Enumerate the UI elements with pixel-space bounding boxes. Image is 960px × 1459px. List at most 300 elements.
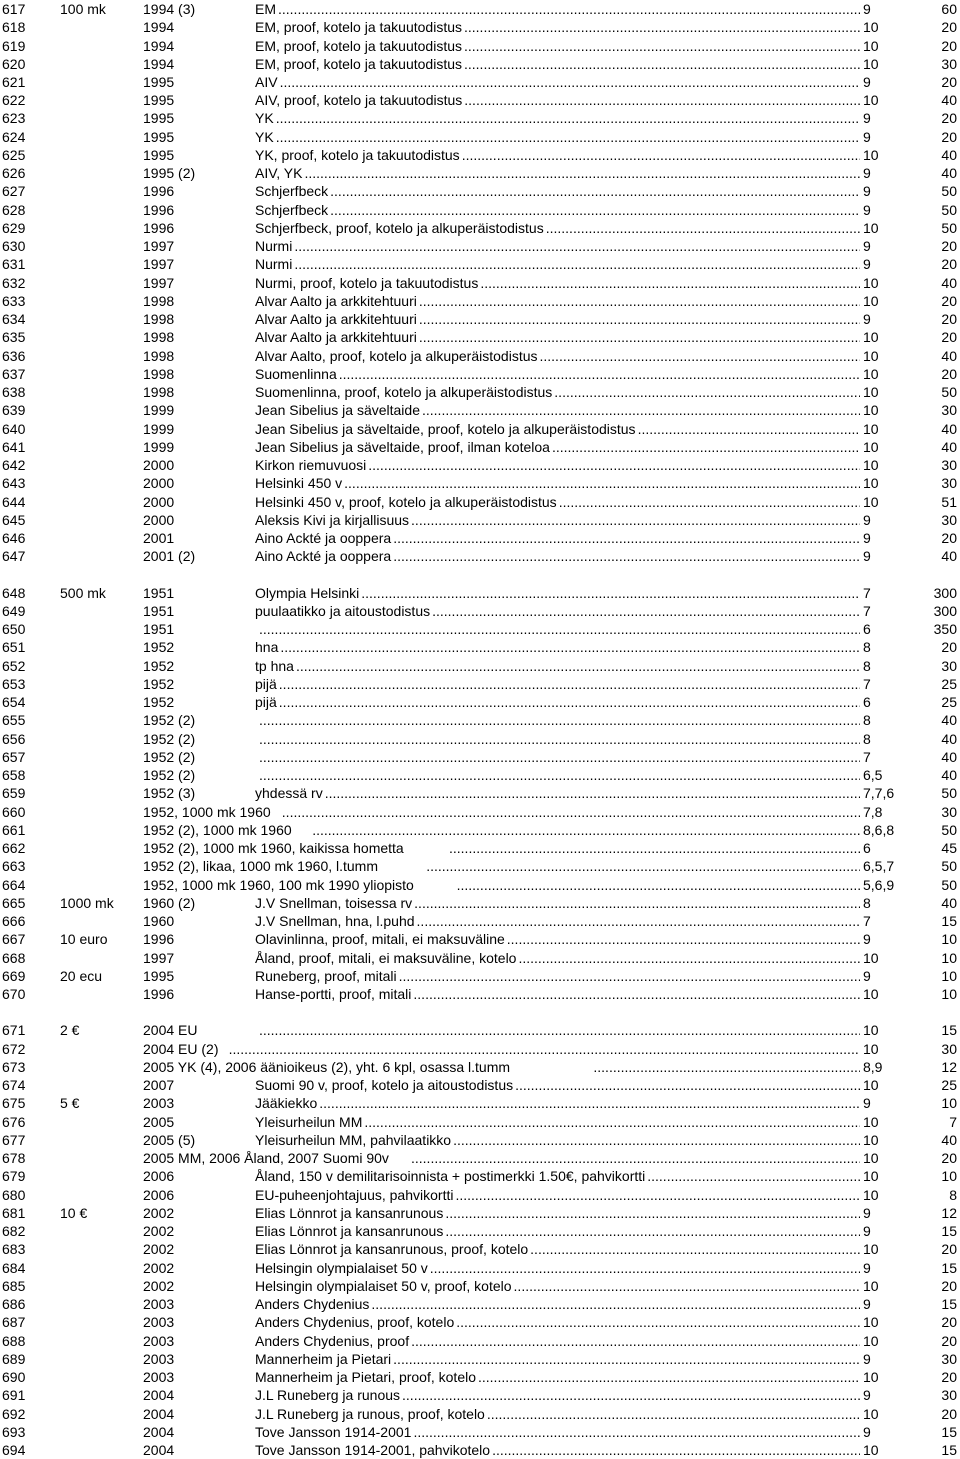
dot-leader xyxy=(259,766,860,784)
condition-grade: 10 xyxy=(863,1332,879,1349)
condition-grade: 10 xyxy=(863,438,879,455)
year: 2005 (5) xyxy=(143,1131,196,1148)
price: 50 xyxy=(941,183,957,200)
condition-grade: 8,9 xyxy=(863,1058,883,1075)
table-row xyxy=(0,511,960,529)
description xyxy=(0,1149,860,1167)
price: 20 xyxy=(941,1405,957,1422)
dot-leader xyxy=(276,109,860,127)
price: 20 xyxy=(941,19,957,36)
lot-number: 645 xyxy=(2,511,26,528)
dot-leader xyxy=(559,493,860,511)
price: 40 xyxy=(941,347,957,364)
table-row xyxy=(0,529,960,547)
description xyxy=(255,109,860,127)
description-text: AIV xyxy=(255,74,278,90)
year: 1952 xyxy=(143,639,175,656)
description-text: EM xyxy=(255,1,276,17)
condition-grade: 5,6,9 xyxy=(863,876,895,893)
price: 20 xyxy=(941,365,957,382)
table-row xyxy=(0,201,960,219)
table-row xyxy=(0,967,960,985)
condition-grade: 8 xyxy=(863,712,871,729)
lot-number: 660 xyxy=(2,803,26,820)
description-text: Anders Chydenius, proof, kotelo xyxy=(255,1314,455,1331)
year: 2002 xyxy=(143,1241,175,1258)
condition-grade: 6,5,7 xyxy=(863,858,895,875)
condition-grade: 10 xyxy=(863,365,879,382)
dot-leader xyxy=(294,237,860,255)
description-text: Schjerfbeck xyxy=(255,201,329,218)
price: 350 xyxy=(933,621,957,638)
lot-number: 671 xyxy=(2,1022,26,1039)
price: 20 xyxy=(941,329,957,346)
table-row xyxy=(0,912,960,930)
year: 1952 (2) xyxy=(143,730,196,747)
table-row xyxy=(0,602,960,620)
description-text: J.V Snellman, hna, l.puhd xyxy=(255,913,415,929)
description-text: pijä xyxy=(255,675,277,692)
lot-number: 618 xyxy=(2,19,26,36)
dot-leader xyxy=(399,967,860,985)
price: 20 xyxy=(941,74,957,90)
description xyxy=(0,1040,860,1058)
lot-number: 630 xyxy=(2,238,26,255)
lot-number: 637 xyxy=(2,365,26,382)
description xyxy=(255,967,860,985)
description xyxy=(255,912,860,930)
condition-grade: 10 xyxy=(863,37,879,54)
description-text: Suomi 90 v, proof, kotelo ja aitoustodistus xyxy=(255,1077,514,1094)
table-row xyxy=(0,91,960,109)
price: 10 xyxy=(941,1095,957,1112)
year: 1999 xyxy=(143,420,175,437)
dot-leader xyxy=(593,1058,860,1076)
condition-grade: 9 xyxy=(863,1204,871,1221)
year: 2002 xyxy=(143,1277,175,1294)
table-row xyxy=(0,675,960,693)
year: 2003 xyxy=(143,1314,175,1331)
description-text: Jääkiekko xyxy=(255,1095,318,1112)
price: 15 xyxy=(941,1442,957,1458)
condition-grade: 10 xyxy=(863,92,879,109)
description-text: Åland, proof, mitali, ei maksuväline, kotelo xyxy=(255,949,517,966)
description xyxy=(0,803,860,821)
condition-grade: 9 xyxy=(863,256,871,273)
description xyxy=(255,511,860,529)
dot-leader xyxy=(413,1423,860,1441)
description xyxy=(255,493,860,511)
year: 1994 (3) xyxy=(143,1,196,17)
price: 20 xyxy=(941,1241,957,1258)
table-row xyxy=(0,1277,960,1295)
table-row xyxy=(0,547,960,565)
lot-number: 639 xyxy=(2,402,26,419)
description xyxy=(255,1405,860,1423)
price: 25 xyxy=(941,694,957,711)
table-row xyxy=(0,55,960,73)
year: 1998 xyxy=(143,329,175,346)
lot-number: 633 xyxy=(2,292,26,309)
dot-leader xyxy=(304,164,860,182)
condition-grade: 10 xyxy=(863,19,879,36)
table-row xyxy=(0,1076,960,1094)
lot-number: 662 xyxy=(2,840,26,856)
year: 1997 xyxy=(143,238,175,255)
year: 1998 xyxy=(143,365,175,382)
description-text: Helsingin olympialaiset 50 v, proof, kotelo xyxy=(255,1277,512,1294)
year: 2005 MM, 2006 Åland, 2007 Suomi 90v xyxy=(143,1150,389,1167)
year: 2000 xyxy=(143,511,175,528)
price: 40 xyxy=(941,438,957,455)
condition-grade: 10 xyxy=(863,493,879,510)
description xyxy=(255,1021,860,1039)
year: 2002 xyxy=(143,1259,175,1276)
table-row xyxy=(0,1240,960,1258)
year: 2000 xyxy=(143,457,175,473)
year: 2004 xyxy=(143,1423,175,1440)
price: 15 xyxy=(941,1423,957,1440)
description-text: Jean Sibelius ja säveltaide, proof, kotelo ja alkuperäistodistus xyxy=(255,420,636,437)
year: 1952 (2), 1000 mk 1960 xyxy=(143,821,292,838)
table-row xyxy=(0,128,960,146)
dot-leader xyxy=(546,219,860,237)
description-text: Helsinki 450 v, proof, kotelo ja alkuperäistodistus xyxy=(255,493,557,510)
table-row xyxy=(0,474,960,492)
condition-grade: 8 xyxy=(863,657,871,674)
year: 1952 (3) xyxy=(143,785,196,802)
year: 2000 xyxy=(143,493,175,510)
dot-leader xyxy=(296,657,860,675)
description xyxy=(255,328,860,346)
table-row xyxy=(0,1149,960,1167)
table-row xyxy=(0,420,960,438)
description-text: J.V Snellman, toisessa rv xyxy=(255,894,413,911)
price: 25 xyxy=(941,1077,957,1094)
year: 1960 (2) xyxy=(143,894,196,911)
description xyxy=(255,1368,860,1386)
table-row xyxy=(0,219,960,237)
lot-number: 642 xyxy=(2,457,26,473)
condition-grade: 7 xyxy=(863,913,871,929)
description xyxy=(0,876,860,894)
condition-grade: 9 xyxy=(863,1296,871,1312)
description-text: Olympia Helsinki xyxy=(255,584,360,601)
denomination: 10 € xyxy=(60,1204,88,1221)
description xyxy=(255,1131,860,1149)
year: 2002 xyxy=(143,1204,175,1221)
price: 51 xyxy=(941,493,957,510)
price: 50 xyxy=(941,821,957,838)
price: 300 xyxy=(933,602,957,619)
price: 20 xyxy=(941,128,957,145)
price: 30 xyxy=(941,55,957,72)
lot-number: 644 xyxy=(2,493,26,510)
year: 2007 xyxy=(143,1077,175,1094)
condition-grade: 10 xyxy=(863,1113,879,1130)
year: 2004 xyxy=(143,1387,175,1404)
condition-grade: 7,8 xyxy=(863,803,883,820)
year: 1998 xyxy=(143,347,175,364)
lot-number: 675 xyxy=(2,1095,26,1112)
description-text: EM, proof, kotelo ja takuutodistus xyxy=(255,19,462,36)
lot-number: 665 xyxy=(2,894,26,911)
condition-grade: 10 xyxy=(863,1442,879,1458)
dot-leader xyxy=(530,1240,860,1258)
condition-grade: 10 xyxy=(863,1150,879,1167)
price: 15 xyxy=(941,1259,957,1276)
price: 30 xyxy=(941,1040,957,1057)
dot-leader xyxy=(552,438,860,456)
lot-number: 622 xyxy=(2,92,26,109)
description-text: Runeberg, proof, mitali xyxy=(255,967,397,984)
lot-number: 678 xyxy=(2,1150,26,1167)
description xyxy=(255,18,860,36)
price: 30 xyxy=(941,1387,957,1404)
table-row xyxy=(0,456,960,474)
lot-number: 624 xyxy=(2,128,26,145)
description-text: Alvar Aalto, proof, kotelo ja alkuperäistodistus xyxy=(255,347,538,364)
description xyxy=(255,310,860,328)
dot-leader xyxy=(364,1113,860,1131)
year: 1995 xyxy=(143,74,175,90)
description-text: Elias Lönnrot ja kansanrunous xyxy=(255,1204,444,1221)
description xyxy=(255,219,860,237)
condition-grade: 9 xyxy=(863,1423,871,1440)
table-row xyxy=(0,347,960,365)
lot-number: 657 xyxy=(2,748,26,765)
price: 15 xyxy=(941,913,957,929)
description-text: YK, proof, kotelo ja takuutodistus xyxy=(255,146,460,163)
description-text: Aino Ackté ja ooppera xyxy=(255,530,392,546)
description xyxy=(255,182,860,200)
dot-leader xyxy=(480,274,860,292)
description xyxy=(255,1204,860,1222)
table-row xyxy=(0,0,960,18)
condition-grade: 8 xyxy=(863,730,871,747)
description-text: Alvar Aalto ja arkkitehtuuri xyxy=(255,292,417,309)
price: 20 xyxy=(941,1314,957,1331)
dot-leader xyxy=(330,201,860,219)
price: 10 xyxy=(941,986,957,1002)
condition-grade: 10 xyxy=(863,329,879,346)
price: 50 xyxy=(941,384,957,400)
condition-grade: 8 xyxy=(863,894,871,911)
description xyxy=(255,930,860,948)
year: 1960 xyxy=(143,913,175,929)
dot-leader xyxy=(312,821,860,839)
price: 40 xyxy=(941,92,957,109)
description-text: Suomenlinna, proof, kotelo ja alkuperäistodistus xyxy=(255,384,553,400)
year: 1952 (2) xyxy=(143,712,196,729)
condition-grade: 10 xyxy=(863,1186,879,1203)
table-row xyxy=(0,839,960,857)
table-row xyxy=(0,109,960,127)
dot-leader xyxy=(449,839,860,857)
price: 20 xyxy=(941,1150,957,1167)
lot-number: 653 xyxy=(2,675,26,692)
dot-leader xyxy=(515,1076,860,1094)
lot-number: 652 xyxy=(2,657,26,674)
dot-leader xyxy=(419,292,860,310)
condition-grade: 9 xyxy=(863,967,871,984)
table-row xyxy=(0,328,960,346)
table-row xyxy=(0,894,960,912)
description xyxy=(255,237,860,255)
description xyxy=(255,0,860,18)
description xyxy=(255,55,860,73)
price: 50 xyxy=(941,219,957,236)
year: 1997 xyxy=(143,274,175,291)
dot-leader xyxy=(507,930,860,948)
price: 30 xyxy=(941,511,957,528)
table-row xyxy=(0,1441,960,1459)
dot-leader xyxy=(445,1222,860,1240)
condition-grade: 9 xyxy=(863,931,871,948)
description xyxy=(255,201,860,219)
year: 1952 (2), 1000 mk 1960, kaikissa hometta xyxy=(143,840,404,856)
dot-leader xyxy=(393,547,860,565)
price: 30 xyxy=(941,457,957,473)
table-row xyxy=(0,1295,960,1313)
price: 40 xyxy=(941,548,957,565)
table-row xyxy=(0,1332,960,1350)
description xyxy=(255,474,860,492)
year: 1998 xyxy=(143,292,175,309)
year: 1995 xyxy=(143,146,175,163)
dot-leader xyxy=(259,730,860,748)
table-row xyxy=(0,292,960,310)
description xyxy=(255,894,860,912)
lot-number: 640 xyxy=(2,420,26,437)
price: 40 xyxy=(941,165,957,182)
table-row xyxy=(0,930,960,948)
price: 12 xyxy=(941,1204,957,1221)
dot-leader xyxy=(278,0,860,18)
table-row xyxy=(0,365,960,383)
description xyxy=(255,292,860,310)
description-text: Kirkon riemuvuosi xyxy=(255,457,367,473)
table-row xyxy=(0,1167,960,1185)
price: 10 xyxy=(941,931,957,948)
price: 20 xyxy=(941,110,957,127)
condition-grade: 10 xyxy=(863,1040,879,1057)
condition-grade: 6 xyxy=(863,621,871,638)
condition-grade: 6 xyxy=(863,840,871,856)
description-text: Helsinki 450 v xyxy=(255,475,343,492)
lot-number: 681 xyxy=(2,1204,26,1221)
lot-number: 650 xyxy=(2,621,26,638)
description xyxy=(255,584,860,602)
dot-leader xyxy=(344,474,860,492)
description xyxy=(255,620,860,638)
condition-grade: 10 xyxy=(863,219,879,236)
condition-grade: 9 xyxy=(863,1223,871,1240)
dot-leader xyxy=(540,347,861,365)
dot-leader xyxy=(514,1277,860,1295)
lot-number: 620 xyxy=(2,55,26,72)
table-row xyxy=(0,1259,960,1277)
table-row xyxy=(0,1313,960,1331)
table-row xyxy=(0,1368,960,1386)
description xyxy=(255,1386,860,1404)
description-text: Nurmi xyxy=(255,238,293,255)
table-row xyxy=(0,985,960,1003)
condition-grade: 7 xyxy=(863,584,871,601)
lot-number: 643 xyxy=(2,475,26,492)
dot-leader xyxy=(259,748,860,766)
dot-leader xyxy=(464,55,860,73)
dot-leader xyxy=(319,1094,860,1112)
description xyxy=(255,146,860,164)
description-text: puulaatikko ja aitoustodistus xyxy=(255,602,431,619)
description xyxy=(255,985,860,1003)
condition-grade: 10 xyxy=(863,402,879,419)
lot-number: 655 xyxy=(2,712,26,729)
lot-number: 638 xyxy=(2,384,26,400)
dot-leader xyxy=(411,1332,860,1350)
description-text: Alvar Aalto ja arkkitehtuuri xyxy=(255,311,417,328)
dot-leader xyxy=(419,328,860,346)
dot-leader xyxy=(647,1167,860,1185)
condition-grade: 10 xyxy=(863,1131,879,1148)
price: 45 xyxy=(941,840,957,856)
lot-number: 646 xyxy=(2,530,26,546)
lot-number: 694 xyxy=(2,1442,26,1458)
lot-number: 687 xyxy=(2,1314,26,1331)
year: 1994 xyxy=(143,19,175,36)
condition-grade: 6 xyxy=(863,694,871,711)
year: 1998 xyxy=(143,311,175,328)
description-text: Yleisurheilun MM, pahvilaatikko xyxy=(255,1131,452,1148)
lot-number: 635 xyxy=(2,329,26,346)
condition-grade: 10 xyxy=(863,274,879,291)
description xyxy=(0,839,860,857)
dot-leader xyxy=(276,128,860,146)
year: 1951 xyxy=(143,621,175,638)
description xyxy=(255,638,860,656)
year: 1999 xyxy=(143,438,175,455)
lot-number: 636 xyxy=(2,347,26,364)
description xyxy=(255,164,860,182)
lot-number: 641 xyxy=(2,438,26,455)
description xyxy=(255,37,860,55)
table-row xyxy=(0,748,960,766)
description-text: Nurmi, proof, kotelo ja takuutodistus xyxy=(255,274,479,291)
description xyxy=(255,1423,860,1441)
condition-grade: 9 xyxy=(863,1259,871,1276)
description xyxy=(255,1094,860,1112)
year: 1994 xyxy=(143,37,175,54)
description xyxy=(255,1113,860,1131)
price: 30 xyxy=(941,1350,957,1367)
description-text: AIV, proof, kotelo ja takuutodistus xyxy=(255,92,463,109)
lot-number: 621 xyxy=(2,74,26,90)
description xyxy=(255,766,860,784)
price: 20 xyxy=(941,238,957,255)
description xyxy=(255,1240,860,1258)
description-text: Alvar Aalto ja arkkitehtuuri xyxy=(255,329,417,346)
price: 30 xyxy=(941,475,957,492)
lot-number: 666 xyxy=(2,913,26,929)
price: 10 xyxy=(941,949,957,966)
condition-grade: 9 xyxy=(863,1350,871,1367)
dot-leader xyxy=(330,182,860,200)
table-row xyxy=(0,493,960,511)
price: 12 xyxy=(941,1058,957,1075)
description xyxy=(255,1350,860,1368)
lot-number: 631 xyxy=(2,256,26,273)
